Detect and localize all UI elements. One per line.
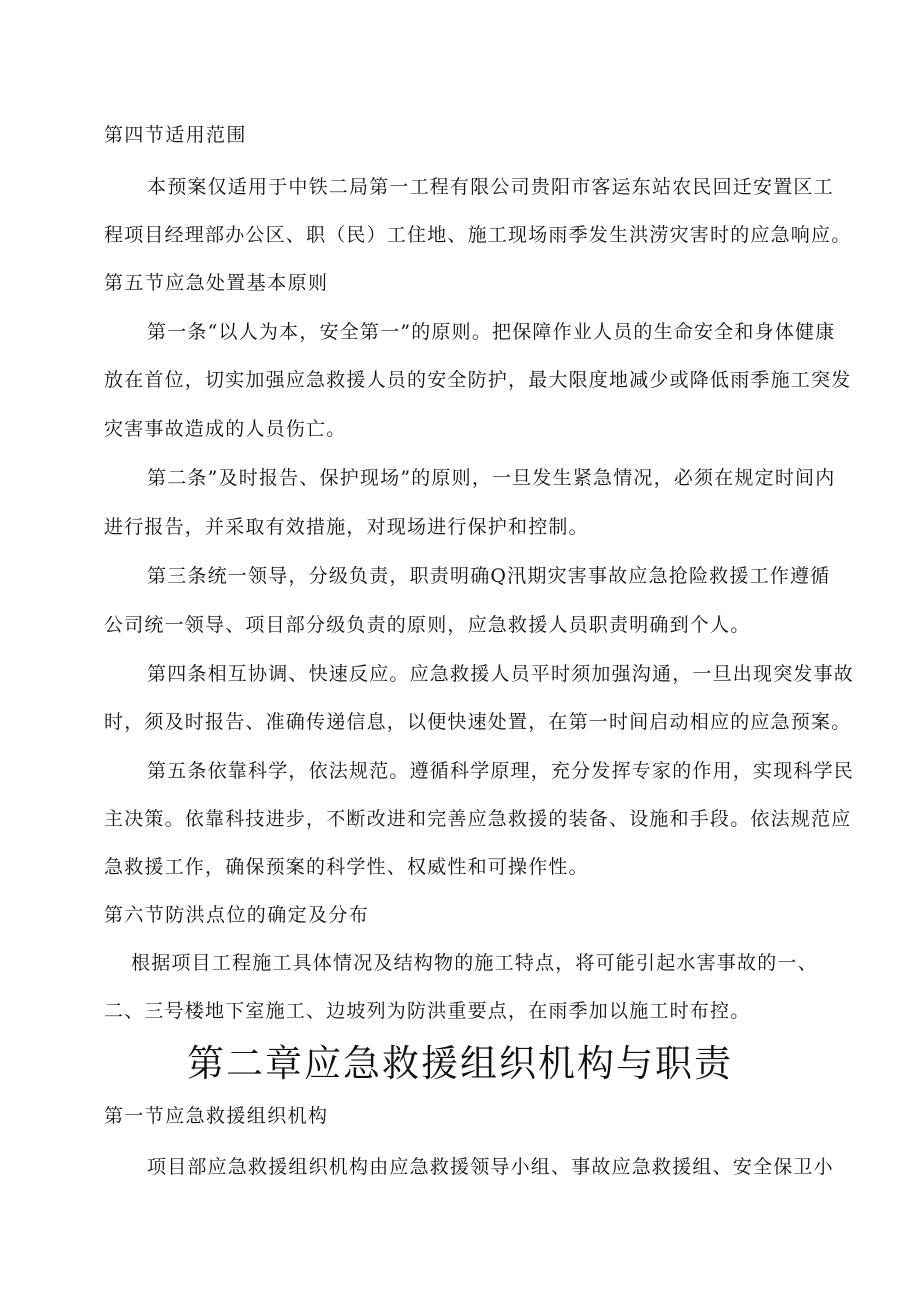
article-1-line: 放在首位，切实加强应急救援人员的安全防护，最大限度地减少或降低雨季施工突发	[104, 369, 852, 391]
article-3-line: 第三条统一领导，分级负责，职责明确Q汛期灾害事故应急抢险救援工作遵循	[147, 565, 831, 587]
section-4-paragraph-line: 程项目经理部办公区、职（民）工住地、施工现场雨季发生洪涝灾害时的应急响应。	[104, 224, 852, 246]
section-6-title: 第六节防洪点位的确定及分布	[104, 904, 370, 926]
chapter-2-section-1-title: 第一节应急救援组织机构	[104, 1105, 329, 1127]
article-5-line: 第五条依靠科学，依法规范。遵循科学原理，充分发挥专家的作用，实现科学民	[147, 760, 855, 782]
chapter-2-title: 第二章应急救援组织机构与职责	[187, 1042, 733, 1085]
section-4-title: 第四节适用范围	[104, 124, 247, 146]
article-1-line: 灾害事故造成的人员伤亡。	[104, 418, 347, 440]
section-6-paragraph-line: 根据项目工程施工具体情况及结构物的施工特点，将可能引起水害事故的一、	[131, 952, 818, 974]
section-6-paragraph-line: 二、三号楼地下室施工、边坡列为防洪重要点，在雨季加以施工时布控。	[104, 1000, 751, 1022]
chapter-2-section-1-paragraph-line: 项目部应急救援组织机构由应急救援领导小组、事故应急救援组、安全保卫小	[147, 1156, 834, 1178]
article-5-line: 急救援工作，确保预案的科学性、权威性和可操作性。	[104, 856, 589, 878]
article-2-line: 第二条”及时报告、保护现场”的原则，一旦发生紧急情况，必须在规定时间内	[147, 467, 836, 489]
article-1-line: 第一条“以人为本，安全第一”的原则。把保障作业人员的生命安全和身体健康	[147, 321, 836, 343]
article-4-line: 第四条相互协调、快速反应。应急救援人员平时须加强沟通，一旦出现突发事故	[147, 663, 855, 685]
section-5-title: 第五节应急处置基本原则	[104, 272, 329, 294]
article-2-line: 进行报告，并采取有效措施，对现场进行保护和控制。	[104, 516, 589, 538]
section-4-paragraph-line: 本预案仅适用于中铁二局第一工程有限公司贵阳市客运东站农民回迁安置区工	[147, 176, 834, 198]
article-4-line: 时，须及时报告、准确传递信息，以便快速处置，在第一时间启动相应的应急预案。	[104, 711, 852, 733]
article-5-line: 主决策。依靠科技进步，不断改进和完善应急救援的装备、设施和手段。依法规范应	[104, 808, 852, 830]
article-3-line: 公司统一领导、项目部分级负责的原则，应急救援人员职责明确到个人。	[104, 614, 751, 636]
